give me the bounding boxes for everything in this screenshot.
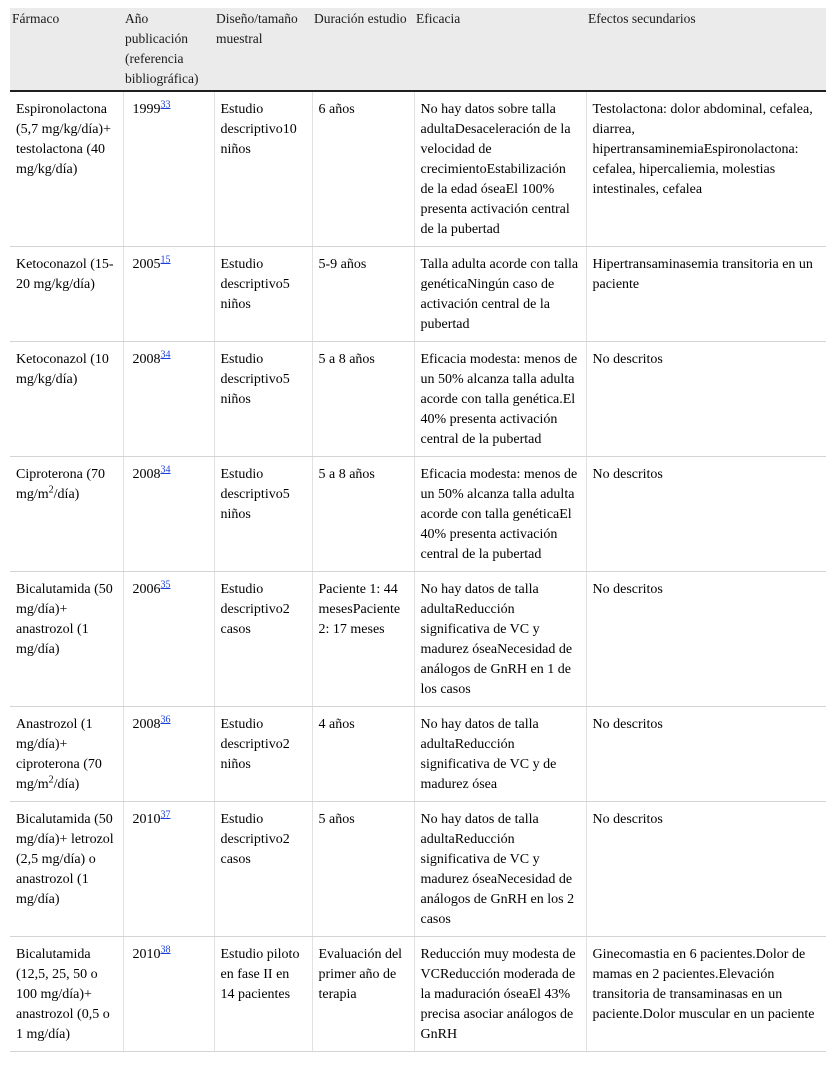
header-diseno-tamano: Diseño/tamaño muestral xyxy=(214,8,312,91)
publication-year: 2005 xyxy=(132,257,161,272)
design-text: 5 niños xyxy=(220,372,290,407)
header-ano-publicacion: Año publicación (referencia bibliográfica) xyxy=(123,8,214,91)
table-row xyxy=(10,707,826,802)
duration-text: 6 años xyxy=(318,102,355,117)
duration-text: 5 a 8 años xyxy=(318,467,375,482)
publication-year: 1999 xyxy=(132,102,161,117)
efficacy-text: No hay datos sobre talla adulta xyxy=(420,102,556,137)
cell-efficacy xyxy=(414,247,586,342)
reference-number[interactable]: 35 xyxy=(160,579,171,591)
cell-year xyxy=(123,91,214,247)
efficacy-text: Talla adulta acorde con talla genética xyxy=(420,257,579,292)
efficacy-text: Eficacia modesta: menos de un 50% alcanza talla adulta acorde con talla genética xyxy=(420,467,578,522)
cell-efficacy xyxy=(414,572,586,707)
design-text: 2 casos xyxy=(220,602,290,637)
side-effects-text: Ginecomastia en 6 pacientes. xyxy=(592,947,756,962)
side-effects-text: Espironolactona: cefalea, hipercaliemia, molestias intestinales, cefalea xyxy=(592,142,799,197)
side-effects-text: Dolor muscular en un paciente xyxy=(642,1007,815,1022)
cell-side-effects xyxy=(586,707,826,802)
drug-text: Ciproterona (70 mg/m xyxy=(16,467,106,502)
reference-number[interactable]: 15 xyxy=(160,254,171,266)
cell-drug xyxy=(10,91,123,247)
cell-duration xyxy=(312,91,414,247)
side-effects-text: Hipertransaminasemia transitoria en un paciente xyxy=(592,257,813,292)
efficacy-text: Reducción significativa de VC y madurez ósea xyxy=(420,832,540,887)
cell-drug xyxy=(10,802,123,937)
drug-text: Ketoconazol (15-20 mg/kg/día) xyxy=(16,257,114,292)
design-text: Estudio piloto en fase II en 14 pacientes xyxy=(220,947,300,1002)
cell-drug xyxy=(10,457,123,572)
efficacy-text: Reducción muy modesta de VC xyxy=(420,947,576,982)
cell-design xyxy=(214,707,312,802)
reference-link[interactable] xyxy=(161,714,171,725)
cell-duration xyxy=(312,342,414,457)
cell-design xyxy=(214,572,312,707)
side-effects-text: No descritos xyxy=(592,467,663,482)
drug-text: Bicalutamida (50 mg/día)+ letrozol (2,5 mg/día) o anastrozol (1 mg/día) xyxy=(16,812,114,907)
drug-text: Bicalutamida (50 mg/día)+ anastrozol (1 mg/día) xyxy=(16,582,113,657)
cell-efficacy xyxy=(414,937,586,1052)
reference-number[interactable]: 38 xyxy=(160,944,171,956)
table-row xyxy=(10,937,826,1052)
efficacy-text: El 43% precisa asociar análogos de GnRH xyxy=(420,987,574,1042)
table-row xyxy=(10,342,826,457)
cell-duration xyxy=(312,802,414,937)
header-duracion: Duración estudio xyxy=(312,8,414,91)
drug-text: Anastrozol (1 mg/día)+ ciproterona (70 mg/m xyxy=(16,717,102,792)
drug-text: Ketoconazol (10 mg/kg/día) xyxy=(16,352,109,387)
side-effects-text: No descritos xyxy=(592,717,663,732)
design-text: 2 niños xyxy=(220,737,290,772)
side-effects-text: Testolactona: dolor abdominal, cefalea, diarrea, hipertransaminemia xyxy=(592,102,813,157)
efficacy-text: Estabilización de la edad ósea xyxy=(420,162,566,197)
efficacy-text: Necesidad de análogos de GnRH en los 2 casos xyxy=(420,872,575,927)
table-row xyxy=(10,572,826,707)
publication-year: 2008 xyxy=(132,717,161,732)
cell-side-effects xyxy=(586,247,826,342)
table-row xyxy=(10,91,826,247)
reference-link[interactable] xyxy=(161,254,171,265)
reference-link[interactable] xyxy=(161,944,171,955)
drug-studies-table xyxy=(10,8,826,1052)
efficacy-text: Necesidad de análogos de GnRH en 1 de los casos xyxy=(420,642,573,697)
side-effects-text: No descritos xyxy=(592,582,663,597)
header-row xyxy=(10,8,826,91)
table-body xyxy=(10,91,826,1052)
cell-efficacy xyxy=(414,802,586,937)
header-efectos-secundarios: Efectos secundarios xyxy=(586,8,826,91)
design-text: Estudio descriptivo xyxy=(220,467,283,502)
side-effects-text: Dolor de mamas en 2 pacientes. xyxy=(592,947,806,982)
cell-side-effects xyxy=(586,937,826,1052)
design-text: Estudio descriptivo xyxy=(220,582,283,617)
header-eficacia: Eficacia xyxy=(414,8,586,91)
cell-design xyxy=(214,247,312,342)
side-effects-text: No descritos xyxy=(592,812,663,827)
cell-duration xyxy=(312,707,414,802)
cell-side-effects xyxy=(586,572,826,707)
cell-design xyxy=(214,342,312,457)
cell-side-effects xyxy=(586,802,826,937)
cell-design xyxy=(214,937,312,1052)
cell-year xyxy=(123,572,214,707)
reference-number[interactable]: 34 xyxy=(160,464,171,476)
cell-year xyxy=(123,247,214,342)
duration-text: Paciente 2: 17 meses xyxy=(318,602,401,637)
table-row xyxy=(10,247,826,342)
efficacy-text: Eficacia modesta: menos de un 50% alcanza talla adulta acorde con talla genética. xyxy=(420,352,578,407)
publication-year: 2008 xyxy=(132,352,161,367)
efficacy-text: Reducción significativa de VC y madurez ósea xyxy=(420,602,540,657)
design-text: 5 niños xyxy=(220,487,290,522)
design-text: Estudio descriptivo xyxy=(220,717,283,752)
efficacy-text: Reducción moderada de la maduración ósea xyxy=(420,967,576,1002)
drug-text: /día) xyxy=(53,487,80,502)
cell-year xyxy=(123,802,214,937)
cell-efficacy xyxy=(414,457,586,572)
duration-text: Paciente 1: 44 meses xyxy=(318,582,398,617)
efficacy-text: Desaceleración de la velocidad de crecimiento xyxy=(420,122,571,177)
duration-text: 5 años xyxy=(318,812,355,827)
cell-duration xyxy=(312,937,414,1052)
side-effects-text: Elevación transitoria de transaminasas en un paciente. xyxy=(592,967,783,1022)
duration-text: Evaluación del primer año de terapia xyxy=(318,947,403,1002)
cell-year xyxy=(123,707,214,802)
design-text: Estudio descriptivo xyxy=(220,352,283,387)
reference-number[interactable]: 37 xyxy=(160,809,171,821)
publication-year: 2006 xyxy=(132,582,161,597)
cell-duration xyxy=(312,457,414,572)
duration-text: 4 años xyxy=(318,717,355,732)
reference-number[interactable]: 33 xyxy=(160,99,171,111)
cell-side-effects xyxy=(586,457,826,572)
table-row xyxy=(10,457,826,572)
cell-drug xyxy=(10,572,123,707)
publication-year: 2010 xyxy=(132,947,161,962)
drug-superscript: 2 xyxy=(48,774,54,786)
cell-efficacy xyxy=(414,342,586,457)
reference-link[interactable] xyxy=(161,464,171,475)
efficacy-text: No hay datos de talla adulta xyxy=(420,717,539,752)
reference-link[interactable] xyxy=(161,809,171,820)
design-text: Estudio descriptivo xyxy=(220,257,283,292)
cell-year xyxy=(123,457,214,572)
side-effects-text: No descritos xyxy=(592,352,663,367)
cell-drug xyxy=(10,707,123,802)
cell-side-effects xyxy=(586,91,826,247)
cell-efficacy xyxy=(414,91,586,247)
reference-number[interactable]: 36 xyxy=(160,714,171,726)
cell-design xyxy=(214,457,312,572)
cell-year xyxy=(123,937,214,1052)
efficacy-text: No hay datos de talla adulta xyxy=(420,582,539,617)
drug-text: /día) xyxy=(53,777,80,792)
cell-design xyxy=(214,91,312,247)
publication-year: 2008 xyxy=(132,467,161,482)
table-header xyxy=(10,8,826,91)
reference-link[interactable] xyxy=(161,579,171,590)
drug-superscript: 2 xyxy=(48,484,54,496)
cell-drug xyxy=(10,247,123,342)
design-text: Estudio descriptivo xyxy=(220,102,283,137)
design-text: 2 casos xyxy=(220,832,290,867)
header-farmaco: Fármaco xyxy=(10,8,123,91)
design-text: Estudio descriptivo xyxy=(220,812,283,847)
reference-link[interactable] xyxy=(161,349,171,360)
cell-side-effects xyxy=(586,342,826,457)
design-text: 5 niños xyxy=(220,277,290,312)
table-row xyxy=(10,802,826,937)
cell-design xyxy=(214,802,312,937)
publication-year: 2010 xyxy=(132,812,161,827)
cell-year xyxy=(123,342,214,457)
reference-link[interactable] xyxy=(161,99,171,110)
cell-duration xyxy=(312,247,414,342)
duration-text: 5-9 años xyxy=(318,257,367,272)
efficacy-text: Ningún caso de activación central de la pubertad xyxy=(420,277,555,332)
efficacy-text: El 40% presenta activación central de la pubertad xyxy=(420,507,572,562)
cell-efficacy xyxy=(414,707,586,802)
efficacy-text: Reducción significativa de VC y de madurez ósea xyxy=(420,737,557,792)
efficacy-text: El 40% presenta activación central de la pubertad xyxy=(420,392,576,447)
cell-drug xyxy=(10,342,123,457)
drug-text: Espironolactona (5,7 mg/kg/día)+ testolactona (40 mg/kg/día) xyxy=(16,102,111,177)
efficacy-text: El 100% presenta activación central de la pubertad xyxy=(420,182,570,237)
design-text: 10 niños xyxy=(220,122,297,157)
cell-duration xyxy=(312,572,414,707)
cell-drug xyxy=(10,937,123,1052)
duration-text: 5 a 8 años xyxy=(318,352,375,367)
reference-number[interactable]: 34 xyxy=(160,349,171,361)
drug-text: Bicalutamida (12,5, 25, 50 o 100 mg/día)+ anastrozol (0,5 o 1 mg/día) xyxy=(16,947,110,1042)
efficacy-text: No hay datos de talla adulta xyxy=(420,812,539,847)
